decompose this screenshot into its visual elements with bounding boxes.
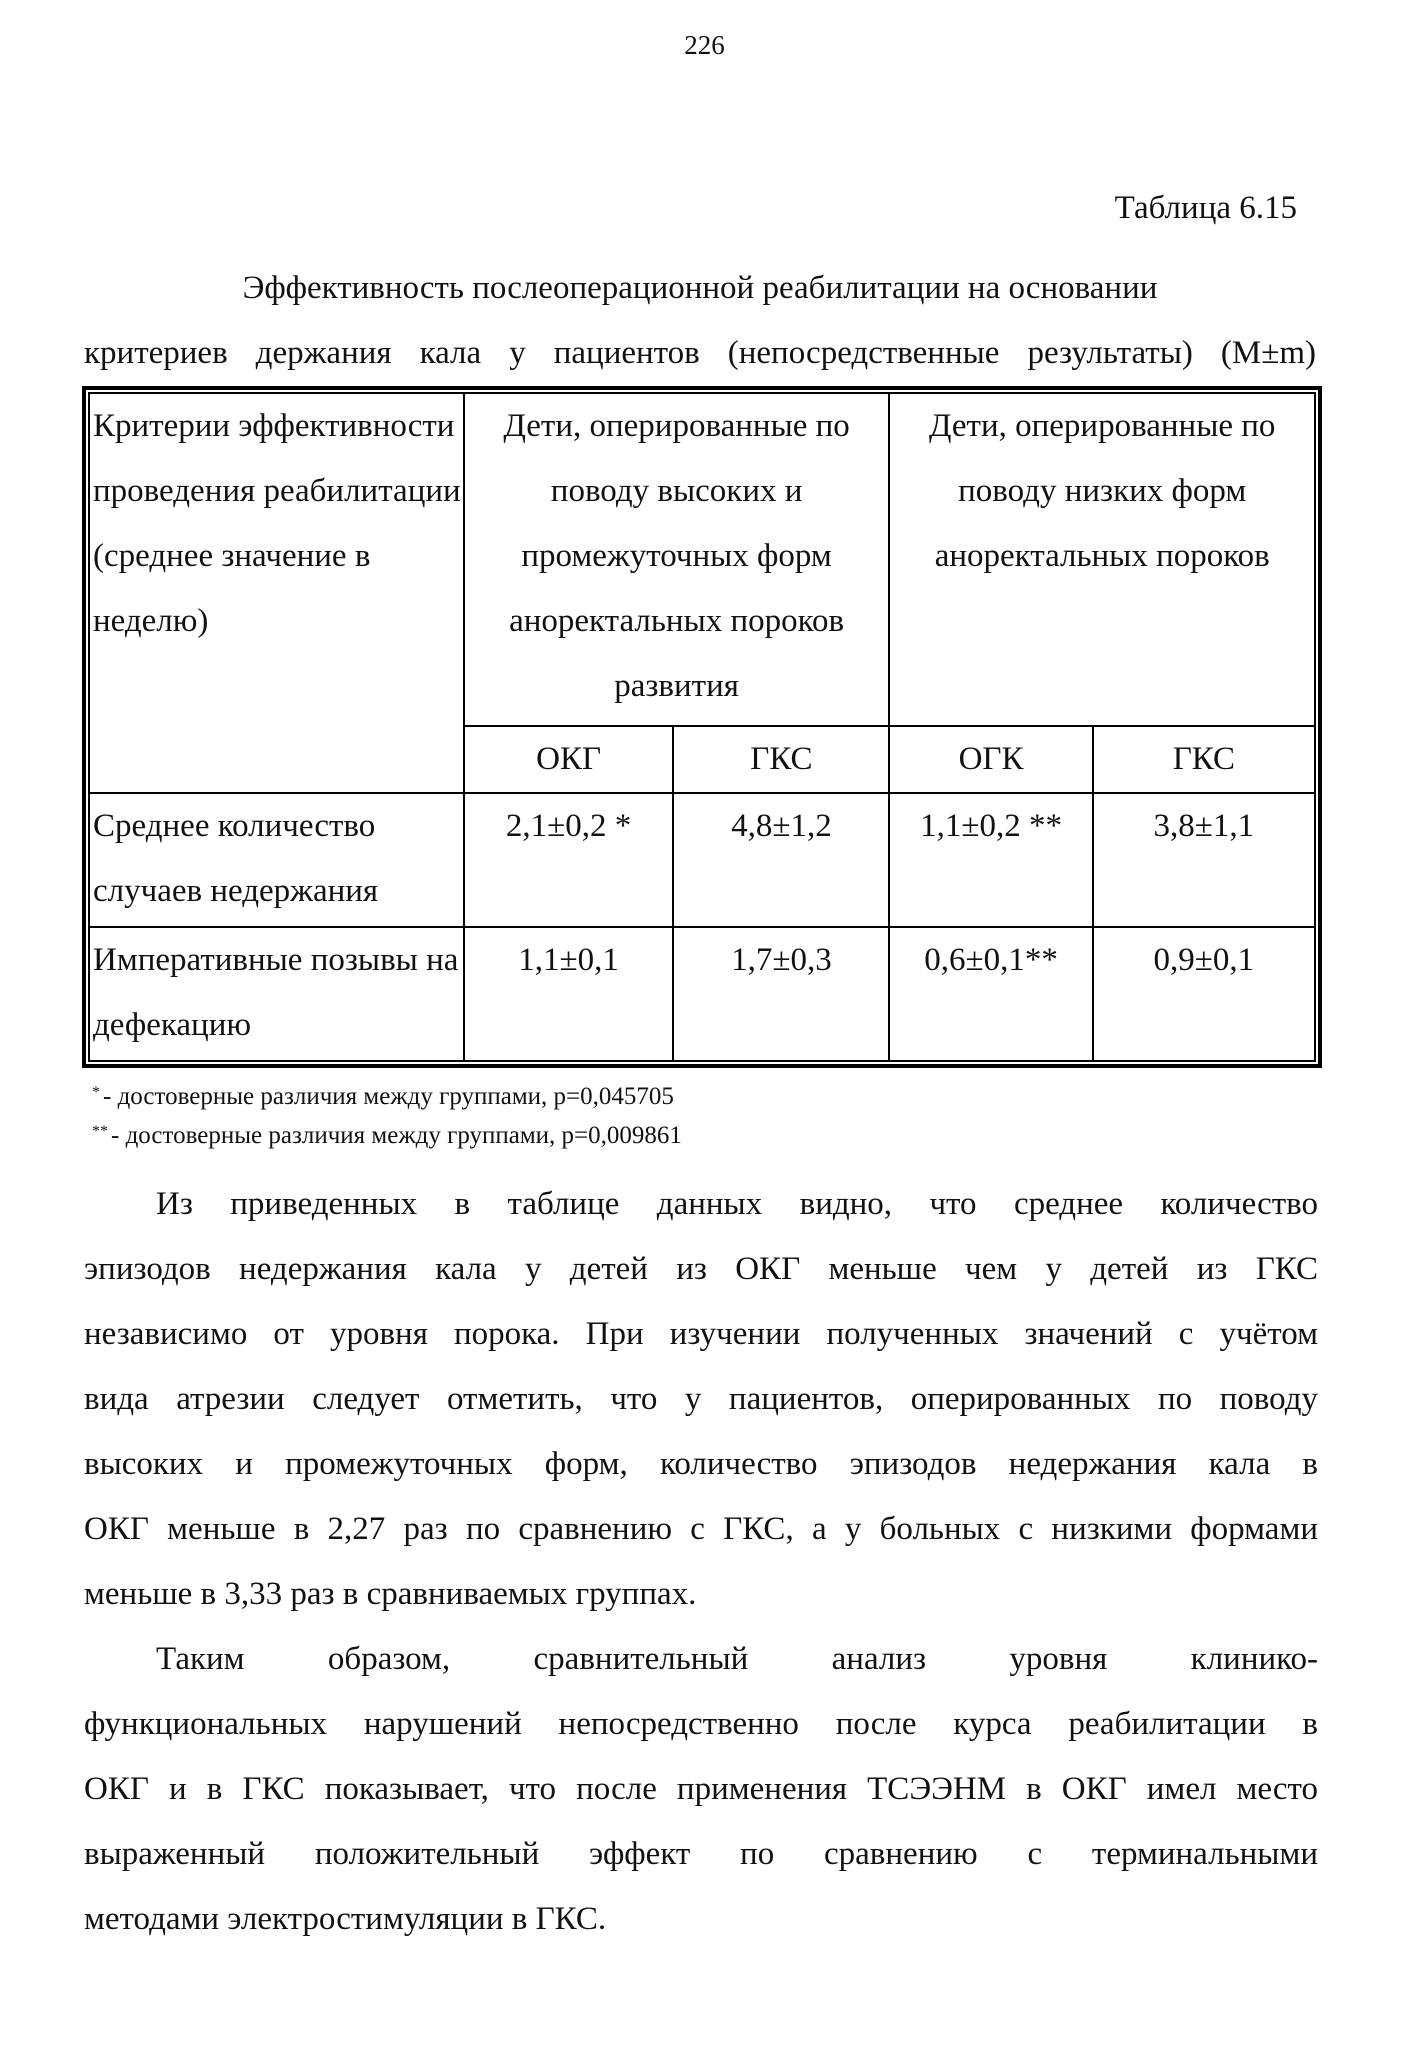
criterion-cell: Императивные позывы на дефекацию <box>89 927 464 1061</box>
value-cell: 1,7±0,3 <box>673 927 889 1061</box>
text-line: Таким образом, сравнительный анализ уровня клинико- <box>156 1641 1318 1677</box>
text-line: ОКГ и в ГКС показывает, что после применения ТСЭЭНМ в ОКГ имел место <box>84 1771 1318 1807</box>
value-cell: 0,9±0,1 <box>1093 927 1315 1061</box>
footnote-text: - достоверные различия между группами, р=0,009861 <box>111 1122 682 1149</box>
criteria-header-cell: Критерии эффективности проведения реабилитации (среднее значение в неделю) <box>89 393 464 793</box>
group-low-header-cell: Дети, оперированные по поводу низких форм аноректальных пороков <box>889 393 1315 726</box>
text-line: вида атрезии следует отметить, что у пациентов, оперированных по поводу <box>84 1381 1318 1417</box>
body-paragraph-1 <box>84 1172 1318 1627</box>
text-line: выраженный положительный эффект по сравнению с терминальными <box>84 1836 1318 1872</box>
value-cell: 0,6±0,1** <box>889 927 1092 1061</box>
table-header-row <box>89 393 1315 726</box>
subheader-cell: ГКС <box>673 726 889 793</box>
value-cell: 1,1±0,1 <box>464 927 674 1061</box>
footnote-text: - достоверные различия между группами, р=0,045705 <box>103 1083 674 1110</box>
value-cell: 2,1±0,2 * <box>464 793 674 927</box>
criterion-cell: Среднее количество случаев недержания <box>89 793 464 927</box>
table-row <box>89 793 1315 927</box>
value-cell: 1,1±0,2 ** <box>889 793 1092 927</box>
footnote <box>92 1114 682 1153</box>
text-line: методами электростимуляции в ГКС. <box>84 1901 607 1937</box>
text-line: Из приведенных в таблице данных видно, что среднее количество <box>156 1186 1318 1222</box>
group-high-header-cell: Дети, оперированные по поводу высоких и промежуточных форм аноректальных пороков развития <box>464 393 890 726</box>
results-table <box>88 392 1316 1062</box>
results-table-frame <box>82 386 1322 1068</box>
subheader-cell: ОКГ <box>464 726 674 793</box>
text-line: эпизодов недержания кала у детей из ОКГ меньше чем у детей из ГКС <box>84 1251 1318 1287</box>
text-line: высоких и промежуточных форм, количество эпизодов недержания кала в <box>84 1446 1318 1482</box>
footnote-mark: * <box>92 1084 100 1101</box>
value-cell: 4,8±1,2 <box>673 793 889 927</box>
text-line: ОКГ меньше в 2,27 раз по сравнению с ГКС, а у больных с низкими формами <box>84 1511 1318 1547</box>
text-line: независимо от уровня порока. При изучении полученных значений с учётом <box>84 1316 1318 1352</box>
table-footnotes <box>92 1075 682 1153</box>
caption-line-1: Эффективность послеоперационной реабилитации на основании <box>242 270 1158 306</box>
body-paragraph-2 <box>84 1627 1318 1952</box>
table-caption <box>84 256 1316 386</box>
caption-line-2: критериев держания кала у пациентов (непосредственные результаты) (M±m) <box>84 335 1316 371</box>
table-label: Таблица 6.15 <box>1114 190 1297 226</box>
footnote-mark: ** <box>92 1123 108 1140</box>
subheader-cell: ОГК <box>889 726 1092 793</box>
page-number: 226 <box>684 30 725 60</box>
text-line: меньше в 3,33 раз в сравниваемых группах. <box>84 1576 697 1612</box>
footnote <box>92 1075 682 1114</box>
subheader-cell: ГКС <box>1093 726 1315 793</box>
text-line: функциональных нарушений непосредственно после курса реабилитации в <box>84 1706 1318 1742</box>
table-row <box>89 927 1315 1061</box>
value-cell: 3,8±1,1 <box>1093 793 1315 927</box>
